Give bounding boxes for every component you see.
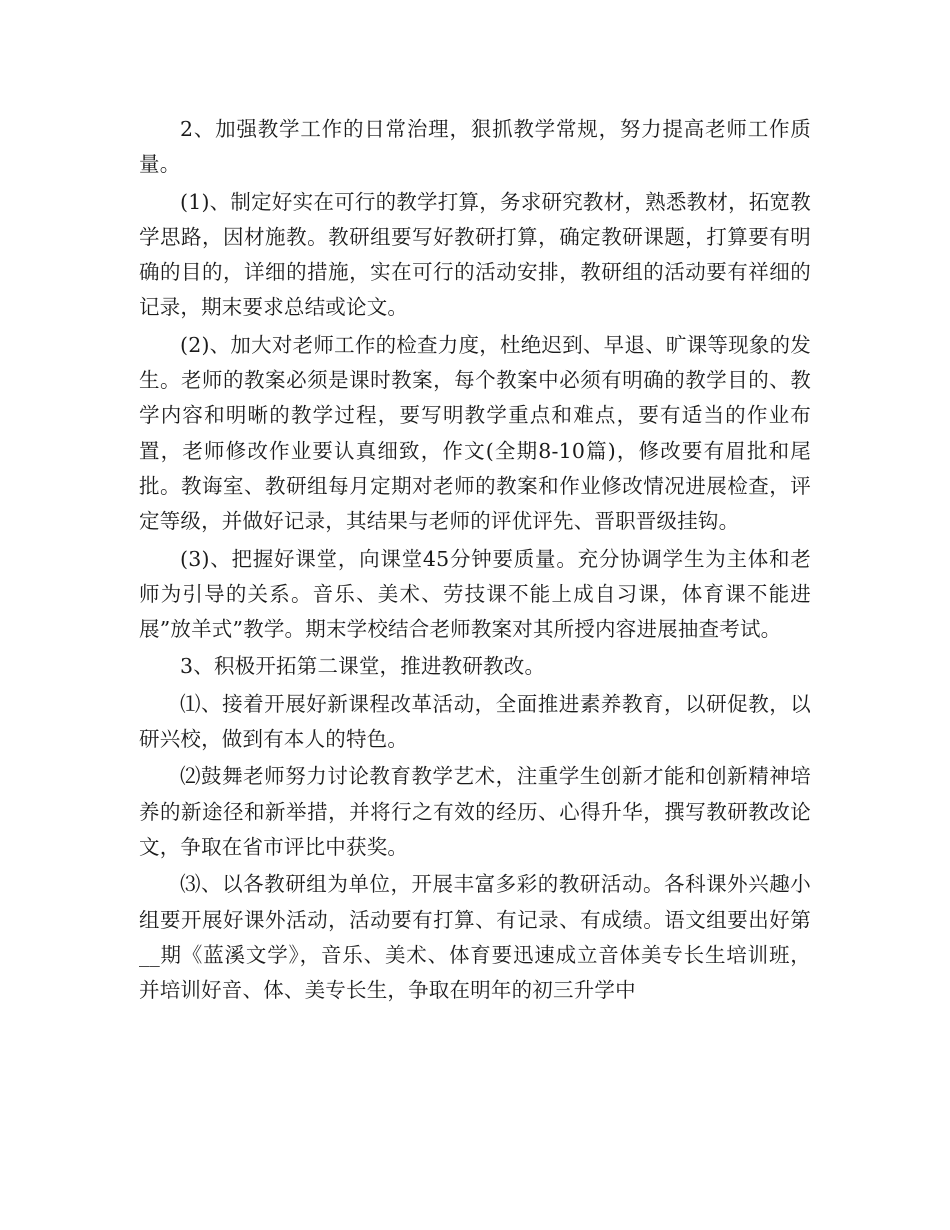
paragraph-section-2: 2、加强教学工作的日常治理，狠抓教学常规，努力提高老师工作质量。 bbox=[139, 117, 811, 177]
paragraph-item-1: (1)、制定好实在可行的教学打算，务求研究教材，熟悉教材，拓宽教学思路，因材施教。教研组要写好教研打算，确定教研课题，打算要有明确的目的，详细的措施，实在可行的活动安排，教研组的活动要有祥细的记录，期末要求总结或论文。 bbox=[139, 189, 811, 320]
paragraph-subitem-2: ⑵鼓舞老师努力讨论教育教学艺术，注重学生创新才能和创新精神培养的新途径和新举措，并将行之有效的经历、心得升华，撰写教研教改论文，争取在省市评比中获奖。 bbox=[139, 764, 811, 859]
paragraph-item-3: (3)、把握好课堂，向课堂45分钟要质量。充分协调学生为主体和老师为引导的关系。音乐、美术、劳技课不能上成自习课，体育课不能进展”放羊式”教学。期末学校结合老师教案对其所授内容进展抽查考试。 bbox=[139, 546, 811, 642]
paragraph-item-2: (2)、加大对老师工作的检查力度，杜绝迟到、早退、旷课等现象的发生。老师的教案必须是课时教案，每个教案中必须有明确的教学目的、教学内容和明晰的教学过程，要写明教学重点和难点，要有适当的作业布置，老师修改作业要认真细致，作文(全期8-10篇)，修改要有眉批和尾批。教诲室、教研组每月定期对老师的教案和作业修改情况进展检查，评定等级，并做好记录，其结果与老师的评优评先、晋职晋级挂钩。 bbox=[139, 332, 811, 534]
paragraph-subitem-3: ⑶、以各教研组为单位，开展丰富多彩的教研活动。各科课外兴趣小组要开展好课外活动，活动要有打算、有记录、有成绩。语文组要出好第__期《蓝溪文学》，音乐、美术、体育要迅速成立音体美专长生培训班，并培训好音、体、美专长生，争取在明年的初三升学中 bbox=[139, 872, 811, 1003]
paragraph-section-3: 3、积极开拓第二课堂，推进教研教改。 bbox=[180, 654, 546, 679]
document-body bbox=[139, 112, 811, 1010]
paragraph-subitem-1: ⑴、接着开展好新课程改革活动，全面推进素养教育，以研促教，以研兴校，做到有本人的特色。 bbox=[139, 691, 811, 752]
